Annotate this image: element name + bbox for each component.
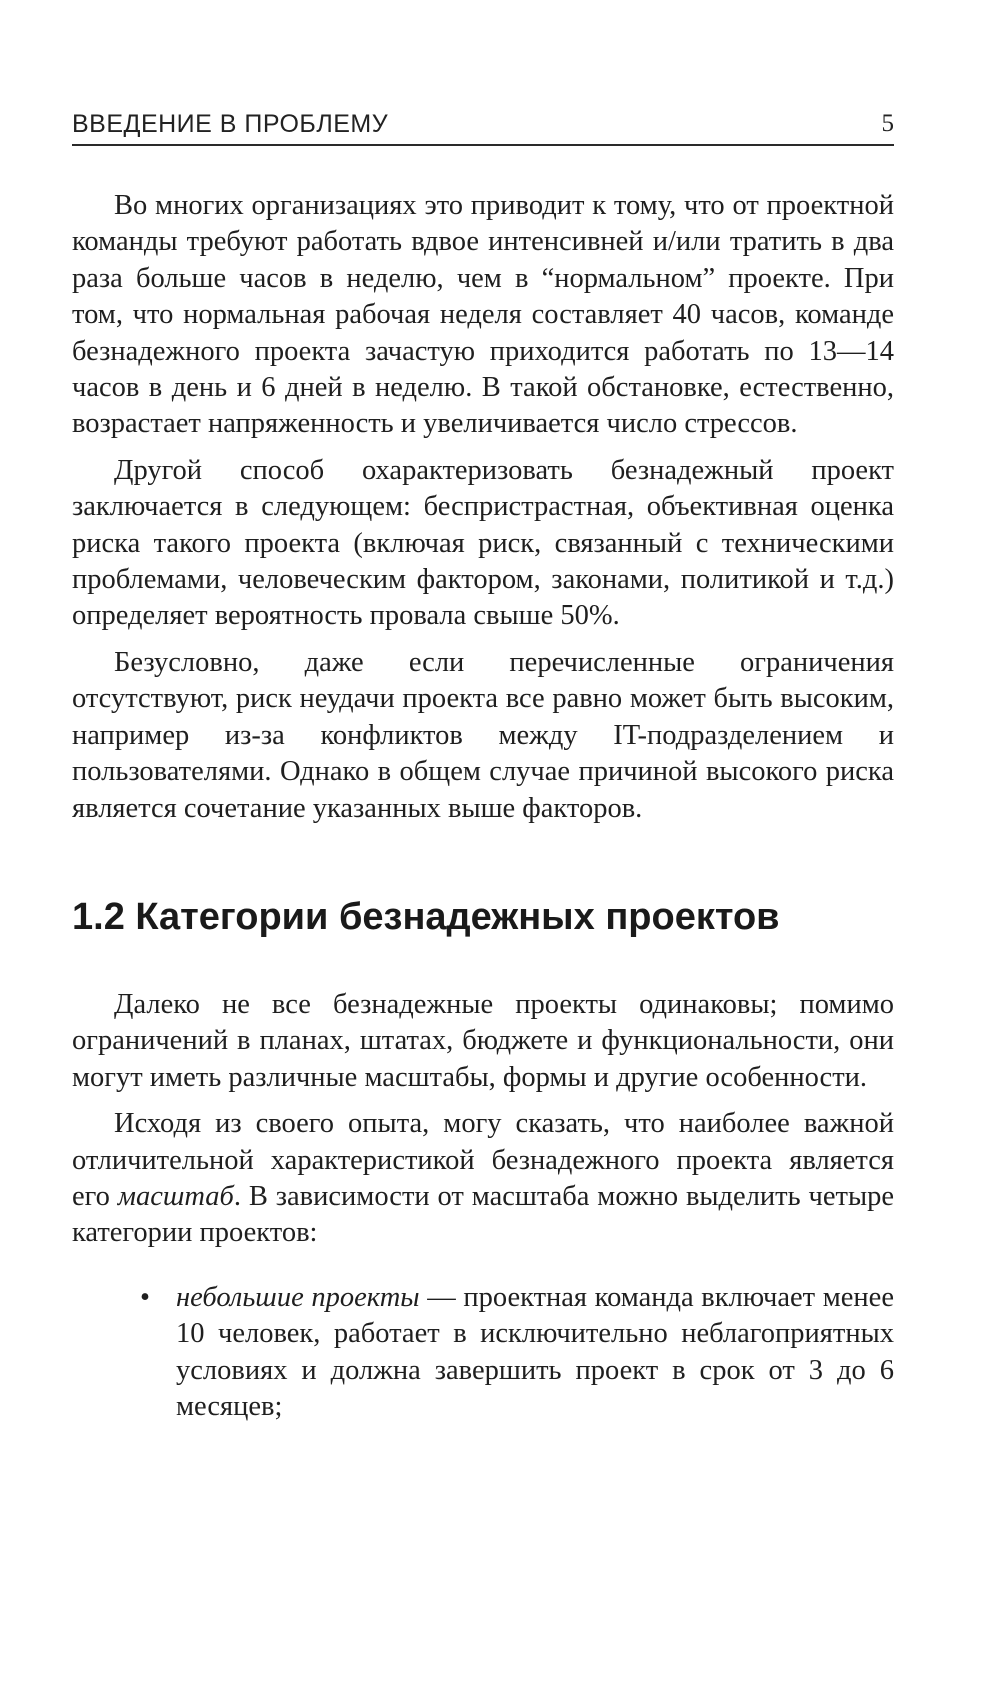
list-item-text: — проектная команда включает менее 10 человек, работает в исключительно неблагоприятных условиях и должна завершить проект в срок от 3 до 6 месяцев; xyxy=(176,1281,894,1422)
body-text xyxy=(72,188,894,1425)
paragraph-overtime: Во многих организациях это приводит к тому, что от проектной команды требуют работать вдвое интенсивней и/или тратить в два раза больше часов в неделю, чем в “нормальном” проекте. При том, что нормальная рабочая неделя составляет 40 часов, команде безнадежного проекта зачастую приходится работать по 13—14 часов в день и 6 дней в неделю. В такой обстановке, естественно, возрастает напряженность и увеличивается число стрессов. xyxy=(72,190,894,440)
scale-text-end: . В зависимости от масштаба можно выделить четыре категории проектов: xyxy=(72,1180,894,1249)
running-title: ВВЕДЕНИЕ В ПРОБЛЕМУ xyxy=(72,110,389,138)
section-heading: 1.2 Категории безнадежных проектов xyxy=(72,895,780,938)
scale-emphasis: масштаб xyxy=(117,1180,234,1212)
paragraph-risk-assessment: Другой способ охарактеризовать безнадежный проект заключается в следующем: беспристрастная, объективная оценка риска такого проекта (включая риск, связанный с техническими проблемами, человеческим фактором, законами, политикой и т.д.) определяет вероятность провала свыше 50%. xyxy=(72,454,894,632)
project-categories-list xyxy=(72,1280,894,1426)
running-header xyxy=(72,104,894,146)
paragraph-project-scale xyxy=(72,1106,894,1252)
list-item-term: небольшие проекты xyxy=(176,1281,420,1313)
bullet-icon: • xyxy=(140,1281,150,1313)
paragraph-project-differences: Далеко не все безнадежные проекты одинаковы; помимо ограничений в планах, штатах, бюджете и функциональности, они могут иметь различные масштабы, формы и другие особенности. xyxy=(72,988,894,1093)
scale-text-start: Исходя из своего опыта, могу сказать, что наиболее важной отличительной характеристикой безнадежного проекта является его xyxy=(72,1108,894,1212)
page-number: 5 xyxy=(881,110,894,137)
list-item xyxy=(140,1280,894,1426)
paragraph-conflicts: Безусловно, даже если перечисленные ограничения отсутствуют, риск неудачи проекта все равно может быть высоким, например из-за конфликтов между IT-подразделением и пользователями. Однако в общем случае причиной высокого риска является сочетание указанных выше факторов. xyxy=(72,646,894,824)
